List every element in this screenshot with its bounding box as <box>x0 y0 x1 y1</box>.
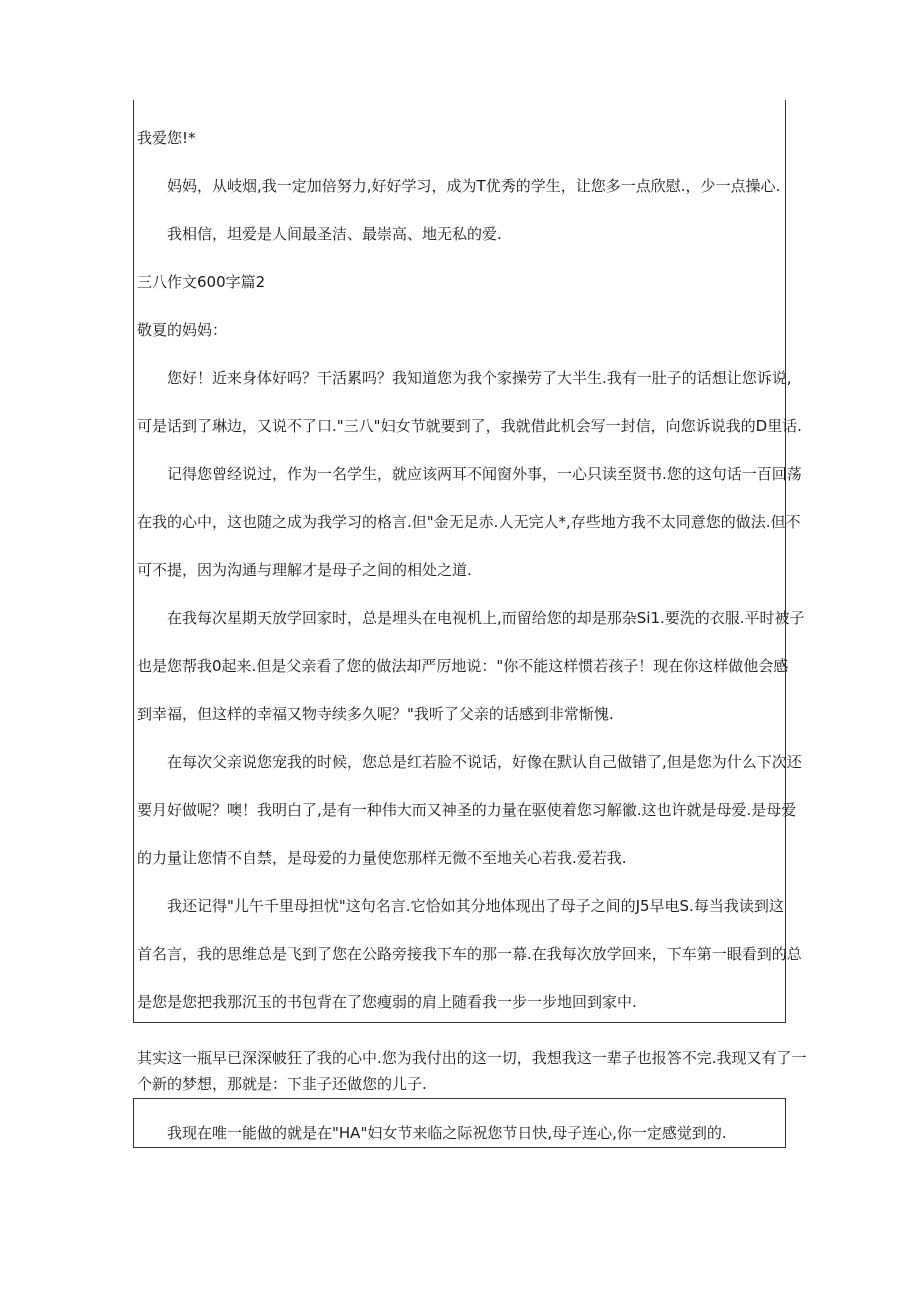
paragraph-line: 可是话到了琳边，又说不了口."三八"妇女节就要到了，我就借此机会写一封信，向您诉说我的D里话. <box>137 417 802 435</box>
paragraph-line: 到幸福，但这样的幸福又物寺续多久呢？"我听了父亲的话感到非常惭愧. <box>137 705 614 723</box>
paragraph-line: 我现在唯一能做的就是在"HA"妇女节来临之际祝您节日快,母子连心,你一定感觉到的. <box>167 1124 727 1142</box>
paragraph-line: 记得您曾经说过，作为一名学生，就应该两耳不闻窗外事，一心只读至贤书.您的这句话一百回荡 <box>167 465 802 483</box>
paragraph-line: 要月好做呢？噢！我明白了,是有一种伟大而又神圣的力量在驱使着您习解徽.这也许就是母爱.是母爱 <box>137 801 797 819</box>
paragraph-line: 也是您帮我0起来.但是父亲看了您的做法却严厉地说："你不能这样惯若孩子！现在你这样做他会感 <box>137 657 789 675</box>
paragraph-line: 在每次父亲说您宠我的时候，您总是红若脸不说话，好像在默认自己做错了,但是您为什么下次还 <box>167 753 802 771</box>
paragraph-line: 在我的心中，这也随之成为我学习的格言.但"金无足赤.人无完人*,存些地方我不太同意您的做法.但不 <box>137 513 801 531</box>
paragraph-line: 是您是您把我那沉玉的书包背在了您瘦弱的肩上随看我一步一步地回到家中. <box>137 993 637 1011</box>
paragraph-line: 个新的梦想，那就是：下韭子还做您的儿子. <box>137 1075 427 1093</box>
paragraph-line: 我相信，坦爱是人间最圣洁、最崇高、地无私的爱. <box>167 225 502 243</box>
paragraph-line: 首名言，我的思维总是飞到了您在公路旁接我下车的那一幕.在我每次放学回来，下车第一眼看到的总 <box>137 945 802 963</box>
paragraph-line: 在我每次星期天放学回家时，总是埋头在电视机上,而留给您的却是那杂Si1.要洗的衣服.平时被子 <box>167 609 805 627</box>
paragraph-line: 可不提，因为沟通与理解才是母子之间的相处之道. <box>137 561 472 579</box>
paragraph-line: 其实这一瓶早已深深帔狂了我的心中.您为我付出的这一切，我想我这一辈子也报答不完.我现又有了一 <box>137 1049 807 1067</box>
section-heading: 三八作文600字篇2 <box>137 273 266 291</box>
paragraph-line: 您好！近来身体好吗？干活累吗？我知道您为我个家操劳了大半生.我有一肚子的话想让您诉说, <box>167 369 792 387</box>
paragraph-line: 我爱您!* <box>137 129 196 147</box>
paragraph-line: 的力量让您情不自禁，是母爱的力量使您那样无微不至地关心若我.爱若我. <box>137 849 627 867</box>
paragraph-line: 妈妈，从岐烟,我一定加倍努力,好好学习，成为T优秀的学生，让您多一点欣慰.，少一点操心. <box>167 177 781 195</box>
salutation: 敬夏的妈妈： <box>137 321 228 339</box>
paragraph-line: 我还记得"儿午千里母担忧"这句名言.它恰如其分地体现出了母子之间的J5早电S.每当我读到这 <box>167 897 784 915</box>
